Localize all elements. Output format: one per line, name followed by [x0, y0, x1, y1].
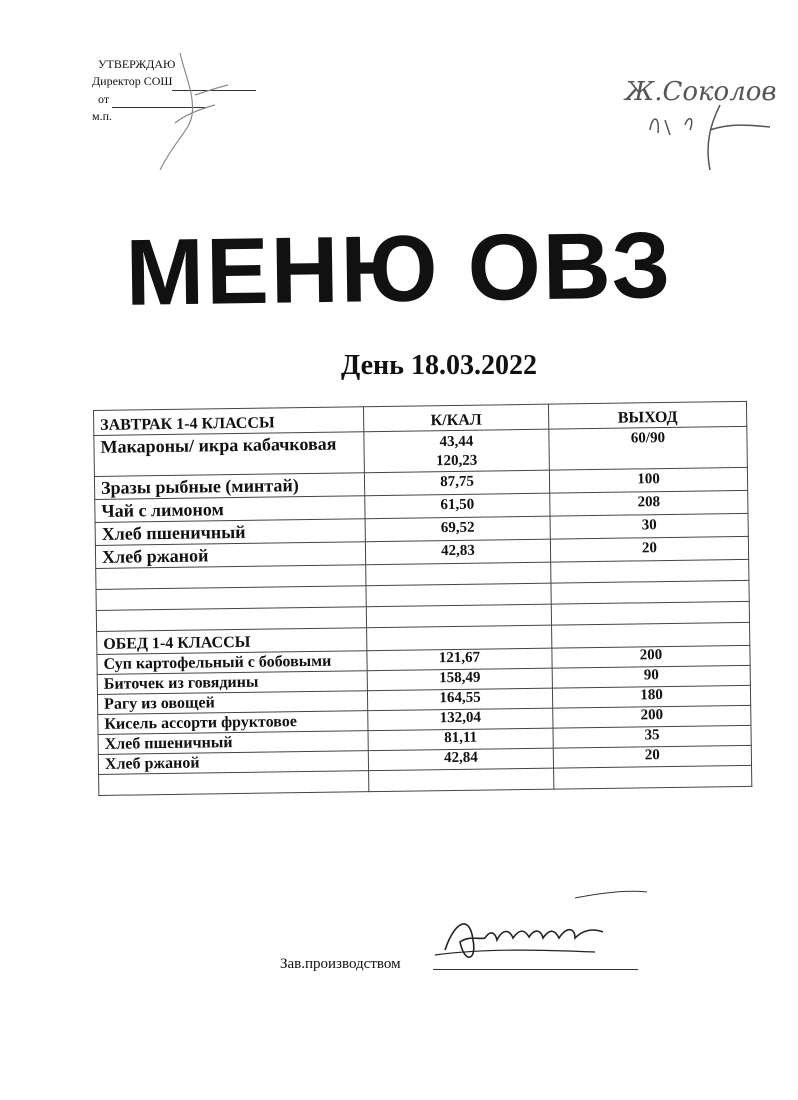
dish-output: 200 — [552, 645, 750, 668]
menu-date: День 18.03.2022 — [341, 350, 537, 381]
dish-kcal: 61,50 — [365, 493, 550, 519]
dish-output: 180 — [552, 685, 750, 708]
lunch-section-title: ОБЕД 1-4 КЛАССЫ — [97, 628, 367, 655]
dish-name: Хлеб ржаной — [95, 542, 365, 569]
menu-table-wrapper — [93, 401, 751, 796]
dish-output: 60/90 — [549, 426, 748, 470]
dish-kcal: 87,75 — [364, 470, 549, 496]
dish-output: 30 — [550, 513, 748, 539]
director-signature — [140, 45, 230, 175]
dish-kcal: 69,52 — [365, 516, 550, 542]
dish-output: 208 — [550, 490, 748, 516]
dish-kcal: 164,55 — [367, 688, 552, 711]
production-manager-label: Зав.производством — [280, 956, 401, 972]
dish-name: Макароны/ икра кабачковая — [94, 432, 365, 477]
approval-date: от — [92, 91, 222, 108]
column-header-kcal: К/КАЛ — [363, 404, 548, 432]
dish-name: Хлеб пшеничный — [98, 731, 368, 755]
dish-kcal: 42,84 — [368, 748, 553, 771]
column-header-output: ВЫХОД — [548, 401, 746, 429]
dish-output: 20 — [553, 745, 751, 768]
dish-name: Биточек из говядины — [97, 671, 367, 695]
dish-kcal: 158,49 — [367, 668, 552, 691]
dish-name: Суп картофельный с бобовыми — [97, 651, 367, 675]
production-manager-signature-line — [433, 969, 638, 970]
dish-output: 100 — [549, 467, 747, 493]
header-signature — [610, 55, 780, 175]
menu-table — [93, 401, 752, 796]
dish-kcal: 42,83 — [365, 539, 550, 565]
dish-kcal: 121,67 — [367, 648, 552, 671]
dish-kcal: 81,11 — [368, 728, 553, 751]
dish-name: Чай с лимоном — [95, 496, 365, 523]
dish-name: Зразы рыбные (минтай) — [94, 473, 364, 500]
dish-name: Хлеб пшеничный — [95, 519, 365, 546]
dish-output: 20 — [550, 536, 748, 562]
dish-kcal: 132,04 — [368, 708, 553, 731]
dish-name: Рагу из овощей — [97, 691, 367, 715]
production-manager-signature — [425, 880, 655, 970]
dish-output: 35 — [553, 725, 751, 748]
dish-output: 200 — [553, 705, 751, 728]
dish-name: Хлеб ржаной — [98, 751, 368, 775]
dish-output: 90 — [552, 665, 750, 688]
approval-title: УТВЕРЖДАЮ — [98, 57, 176, 71]
svg-text:Ж.Соколов: Ж.Соколов — [625, 77, 777, 107]
page-title: МЕНЮ ОВЗ — [124, 212, 673, 325]
column-header-meal: ЗАВТРАК 1-4 КЛАССЫ — [94, 407, 364, 436]
dish-name: Кисель ассорти фруктовое — [98, 711, 368, 735]
dish-kcal: 43,44 120,23 — [364, 429, 550, 473]
approval-director: Директор СОШ — [92, 73, 222, 90]
approval-stamp: м.п. — [92, 109, 113, 124]
